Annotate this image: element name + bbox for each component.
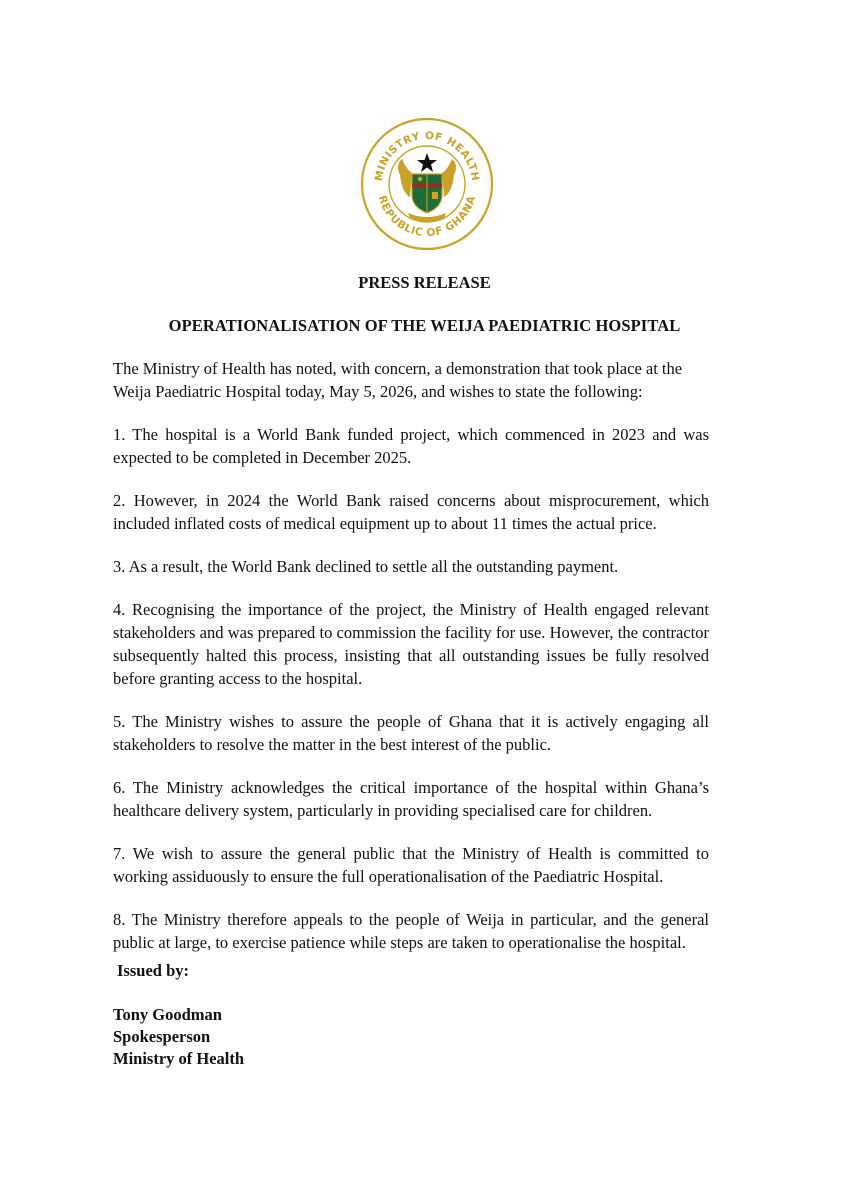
- press-release-body: [113, 357, 709, 974]
- ministry-of-health-seal-logo: [360, 117, 494, 251]
- signatory-role: Spokesperson: [113, 1027, 211, 1046]
- point-3: 3. As a result, the World Bank declined to settle all the outstanding payment.: [113, 557, 619, 576]
- signatory-name: Tony Goodman: [113, 1005, 222, 1024]
- issued-by-label: Issued by:: [117, 961, 189, 980]
- signatory-organisation: Ministry of Health: [113, 1049, 245, 1068]
- document-title: OPERATIONALISATION OF THE WEIJA PAEDIATRIC HOSPITAL: [168, 316, 681, 335]
- point-1: 1. The hospital is a World Bank funded project, which commenced in 2023 and was expected to be completed in December 2025.: [113, 425, 709, 467]
- intro-paragraph: The Ministry of Health has noted, with concern, a demonstration that took place at the Weija Paediatric Hospital today, May 5, 2026, and wishes to state the following:: [113, 359, 683, 401]
- seal-bottom-text: REPUBLIC OF GHANA: [375, 194, 479, 240]
- seal-top-text: MINISTRY OF HEALTH: [372, 129, 482, 183]
- press-release-label: PRESS RELEASE: [358, 273, 491, 292]
- point-6: 6. The Ministry acknowledges the critical importance of the hospital within Ghana’s healthcare delivery system, particularly in providing specialised care for children.: [113, 778, 709, 820]
- point-4: 4. Recognising the importance of the project, the Ministry of Health engaged relevant stakeholders and was prepared to commission the facility for use. However, the contractor subsequently halted this process, insisting that all outstanding issues be fully resolved before granting access to the hospital.: [113, 600, 709, 688]
- point-7: 7. We wish to assure the general public that the Ministry of Health is committed to working assiduously to ensure the full operationalisation of the Paediatric Hospital.: [113, 844, 709, 886]
- seal-graphic: [360, 117, 494, 251]
- point-2: 2. However, in 2024 the World Bank raised concerns about misprocurement, which included inflated costs of medical equipment up to about 11 times the actual price.: [113, 491, 709, 533]
- point-5: 5. The Ministry wishes to assure the people of Ghana that it is actively engaging all stakeholders to resolve the matter in the best interest of the public.: [113, 712, 709, 754]
- point-8: 8. The Ministry therefore appeals to the people of Weija in particular, and the general public at large, to exercise patience while steps are taken to operationalise the hospital.: [113, 910, 709, 952]
- signature-block: [113, 1004, 244, 1070]
